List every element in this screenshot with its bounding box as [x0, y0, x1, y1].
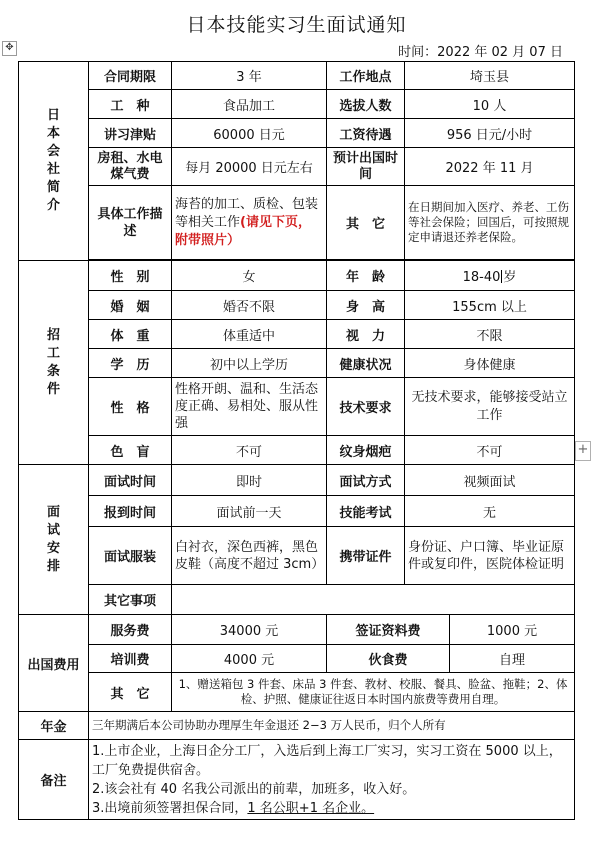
- remark-line-3: 3.出境前须签署担保合同，1 名公职+1 名企业。: [92, 800, 375, 816]
- label-interview-dress: 面试服装: [89, 527, 172, 585]
- interview-notice-table: [18, 61, 575, 820]
- notice-date: [398, 41, 563, 60]
- table-row: [19, 465, 575, 496]
- label-height: 身 高: [327, 291, 405, 320]
- value-interview-dress: 白衬衣，深色西裤，黑色皮鞋（高度不超过 3cm）: [172, 527, 327, 585]
- date-label: 时间：: [398, 45, 438, 60]
- add-column-icon[interactable]: +: [575, 441, 591, 461]
- value-work-location: 埼玉县: [405, 62, 575, 90]
- label-job-type: 工 种: [89, 90, 172, 119]
- section-company: 日本会社简介: [19, 62, 89, 261]
- label-salary: 工资待遇: [327, 119, 405, 148]
- value-other-matters: [172, 585, 575, 615]
- label-fees-other: 其 它: [89, 673, 172, 712]
- page-title: 日本技能实习生面试通知: [186, 14, 407, 36]
- value-health: 身体健康: [405, 349, 575, 378]
- guarantor-requirement: 1 名公职+1 名企业。: [247, 800, 375, 816]
- label-training-allowance: 讲习津贴: [89, 119, 172, 148]
- section-fees: 出国费用: [19, 615, 89, 712]
- label-report-time: 报到时间: [89, 496, 172, 527]
- label-remarks: 备注: [19, 740, 89, 820]
- table-row: [19, 585, 575, 615]
- value-interview-time: 即时: [172, 465, 327, 496]
- label-other-matters: 其它事项: [89, 585, 172, 615]
- label-gender: 性 别: [89, 261, 172, 291]
- value-visa-fee: 1000 元: [450, 615, 575, 645]
- label-pension: 年金: [19, 712, 89, 740]
- remark-line-2: 2.该会社有 40 名我公司派出的前辈，加班多，收入好。: [92, 781, 416, 797]
- value-skill-test: 无: [405, 496, 575, 527]
- label-interview-time: 面试时间: [89, 465, 172, 496]
- value-training-fee: 4000 元: [172, 645, 327, 673]
- label-service-fee: 服务费: [89, 615, 172, 645]
- value-fees-other: 1、赠送箱包 3 件套、床品 3 件套、教材、校服、餐具、脸盆、拖鞋；2、体检、护照、健康证往返日本时国内旅费等费用自理。: [172, 673, 575, 712]
- value-departure-time: 2022 年 11 月: [405, 148, 575, 186]
- value-marital: 婚否不限: [172, 291, 327, 320]
- label-training-fee: 培训费: [89, 645, 172, 673]
- value-remarks: [89, 740, 575, 820]
- label-weight: 体 重: [89, 320, 172, 349]
- label-work-location: 工作地点: [327, 62, 405, 90]
- label-departure-time: 预计出国时间: [327, 148, 405, 186]
- value-service-fee: 34000 元: [172, 615, 327, 645]
- label-company-other: 其 它: [327, 186, 405, 260]
- label-personality: 性 格: [89, 378, 172, 436]
- table-row: [19, 261, 575, 291]
- label-job-description: 具体工作描述: [89, 186, 172, 260]
- label-skill-requirement: 技术要求: [327, 378, 405, 436]
- label-marital: 婚 姻: [89, 291, 172, 320]
- label-education: 学 历: [89, 349, 172, 378]
- table-row: [19, 378, 575, 436]
- table-row: [19, 615, 575, 645]
- label-visa-fee: 签证资料费: [327, 615, 450, 645]
- date-value: 2022 年 02 月 07 日: [437, 45, 563, 60]
- table-row: [19, 527, 575, 585]
- label-contract-period: 合同期限: [89, 62, 172, 90]
- value-meal-fee: 自理: [450, 645, 575, 673]
- label-health: 健康状况: [327, 349, 405, 378]
- table-row: [19, 496, 575, 527]
- value-color-blind: 不可: [172, 436, 327, 465]
- label-tattoo: 纹身烟疤: [327, 436, 405, 465]
- label-age: 年 龄: [327, 261, 405, 291]
- value-interview-method: 视频面试: [405, 465, 575, 496]
- table-row: [19, 673, 575, 712]
- section-interview: 面试安排: [19, 465, 89, 615]
- label-headcount: 选拔人数: [327, 90, 405, 119]
- table-row: [19, 148, 575, 186]
- table-row: [19, 740, 575, 820]
- label-interview-method: 面试方式: [327, 465, 405, 496]
- label-color-blind: 色 盲: [89, 436, 172, 465]
- label-rent-utilities: 房租、水电煤气费: [89, 148, 172, 186]
- table-row: [19, 291, 575, 320]
- value-salary: 956 日元/小时: [405, 119, 575, 148]
- table-row: [19, 436, 575, 465]
- label-skill-test: 技能考试: [327, 496, 405, 527]
- value-tattoo: 不可: [405, 436, 575, 465]
- value-gender: 女: [172, 261, 327, 291]
- value-personality: 性格开朗、温和、生活态度正确、易相处、服从性强: [172, 378, 327, 436]
- value-contract-period: 3 年: [172, 62, 327, 90]
- value-education: 初中以上学历: [172, 349, 327, 378]
- value-height: 155cm 以上: [405, 291, 575, 320]
- value-rent-utilities: 每月 20000 日元左右: [172, 148, 327, 186]
- table-row: [19, 712, 575, 740]
- value-job-description: 海苔的加工、质检、包装等相关工作(请见下页，附带照片）: [172, 186, 327, 260]
- value-weight: 体重适中: [172, 320, 327, 349]
- value-eyesight: 不限: [405, 320, 575, 349]
- value-job-type: 食品加工: [172, 90, 327, 119]
- value-age[interactable]: 18-40 岁: [405, 261, 575, 291]
- table-row: [19, 62, 575, 90]
- value-skill-requirement: 无技术要求，能够接受站立工作: [405, 378, 575, 436]
- table-row: [19, 349, 575, 378]
- table-row: [19, 90, 575, 119]
- remark-line-1: 1.上市企业，上海日企分工厂，入选后到上海工厂实习，实习工资在 5000 以上，工厂免费提供宿舍。: [92, 743, 562, 778]
- value-documents: 身份证、户口簿、毕业证原件或复印件，医院体检证明: [405, 527, 575, 585]
- job-description-photo-note: (请见下页，附带照片）: [175, 214, 311, 248]
- label-documents: 携带证件: [327, 527, 405, 585]
- label-meal-fee: 伙食费: [327, 645, 450, 673]
- table-row: [19, 119, 575, 148]
- table-row: [19, 186, 575, 260]
- value-report-time: 面试前一天: [172, 496, 327, 527]
- section-recruitment: 招工条件: [19, 261, 89, 465]
- value-pension: 三年期满后本公司协助办理厚生年金退还 2−3 万人民币，归个人所有: [89, 712, 575, 740]
- table-row: [19, 645, 575, 673]
- value-headcount: 10 人: [405, 90, 575, 119]
- table-row: [19, 320, 575, 349]
- table-move-handle-icon[interactable]: ✥: [2, 41, 17, 56]
- label-eyesight: 视 力: [327, 320, 405, 349]
- value-training-allowance: 60000 日元: [172, 119, 327, 148]
- value-company-other: 在日期间加入医疗、养老、工伤等社会保险；回国后，可按照规定申请退还养老保险。: [405, 186, 575, 260]
